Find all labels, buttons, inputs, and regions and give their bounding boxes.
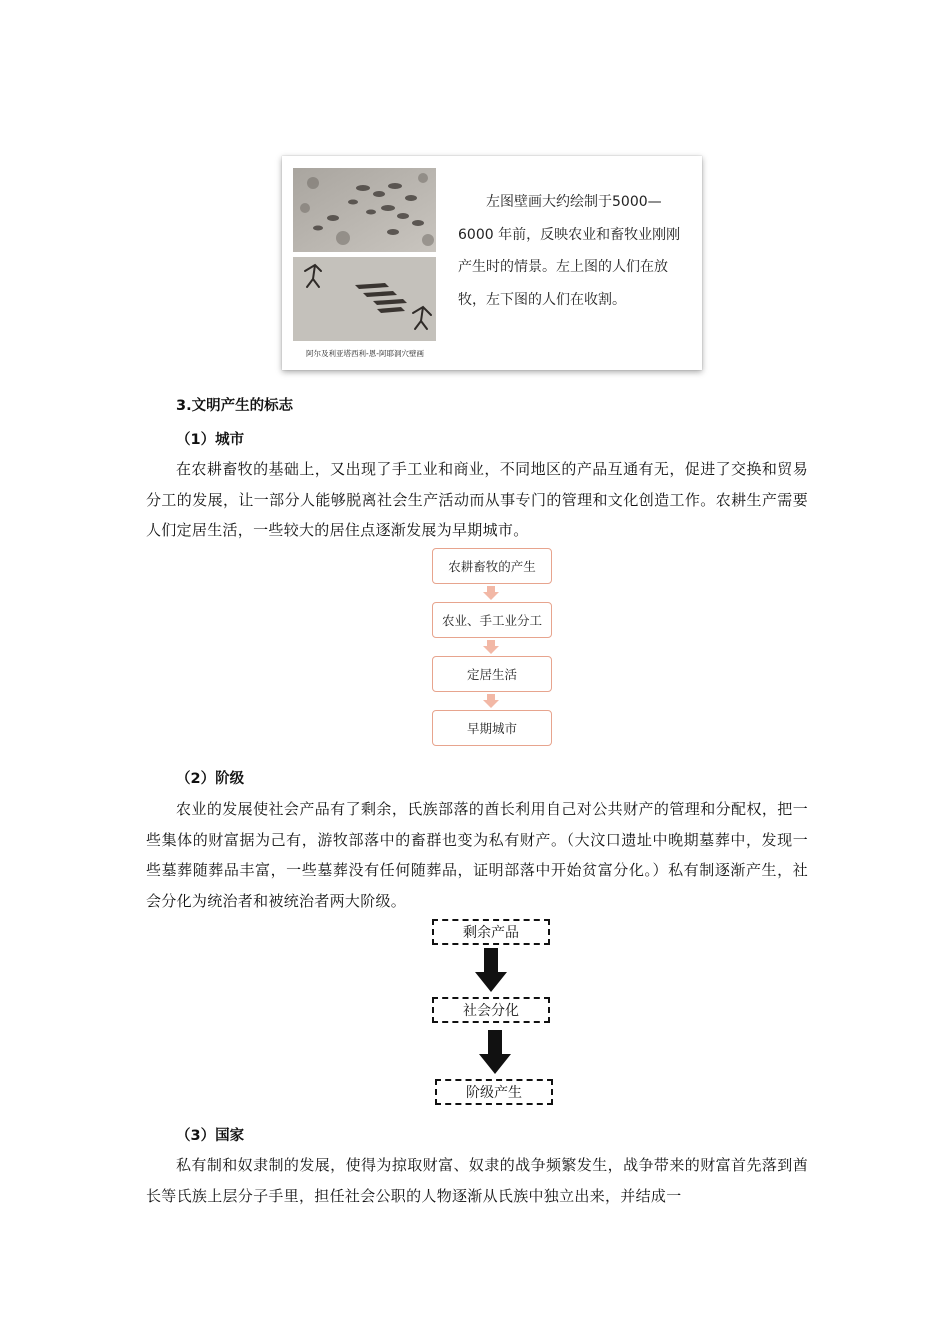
class-flow-step: 阶级产生 (435, 1079, 553, 1105)
state-paragraph: 私有制和奴隶制的发展，使得为掠取财富、奴隶的战争频繁发生，战争带来的财富首先落到酋长等氏族上层分子手里，担任社会公职的人物逐渐从氏族中独立出来，并结成一 (146, 1156, 808, 1205)
city-paragraph: 在农耕畜牧的基础上，又出现了手工业和商业，不同地区的产品互通有无，促进了交换和贸易分工的发展，让一部分人能够脱离社会生产活动而从事专门的管理和文化创造工作。农耕生产需要人们定居生活，一些较大的居住点逐渐发展为早期城市。 (146, 460, 808, 539)
class-flow-step: 剩余产品 (432, 919, 550, 945)
city-flow-step: 农业、手工业分工 (432, 602, 552, 638)
city-flow-step: 农耕畜牧的产生 (432, 548, 552, 584)
mural-caption: 阿尔及利亚塔西利-恩-阿耶洞穴壁画 (306, 349, 424, 358)
class-heading: （2）阶级 (176, 771, 245, 787)
figure-description: 左图壁画大约绘制于5000—6000 年前，反映农业和畜牧业刚刚产生时的情景。左上图的人们在放牧，左下图的人们在收割。 (458, 194, 681, 308)
state-heading: （3）国家 (176, 1128, 245, 1144)
flow-arrow-icon (483, 640, 499, 654)
mural-harvest-image (293, 257, 436, 341)
figure-card (282, 156, 702, 370)
down-arrow-icon (479, 1030, 511, 1074)
class-flow-step: 社会分化 (432, 997, 550, 1023)
mural-herding-image (293, 168, 436, 252)
city-flow-step: 定居生活 (432, 656, 552, 692)
flow-arrow-icon (483, 694, 499, 708)
down-arrow-icon (475, 948, 507, 992)
city-heading: （1）城市 (176, 432, 245, 448)
class-paragraph: 农业的发展使社会产品有了剩余，氏族部落的酋长利用自己对公共财产的管理和分配权，把一些集体的财富据为己有，游牧部落中的畜群也变为私有财产。（大汶口遗址中晚期墓葬中，发现一些墓葬随葬品丰富，一些墓葬没有任何随葬品，证明部落中开始贫富分化。）私有制逐渐产生，社会分化为统治者和被统治者两大阶级。 (146, 800, 808, 910)
flow-arrow-icon (483, 586, 499, 600)
section-title: 3.文明产生的标志 (176, 398, 294, 414)
city-flow-step: 早期城市 (432, 710, 552, 746)
